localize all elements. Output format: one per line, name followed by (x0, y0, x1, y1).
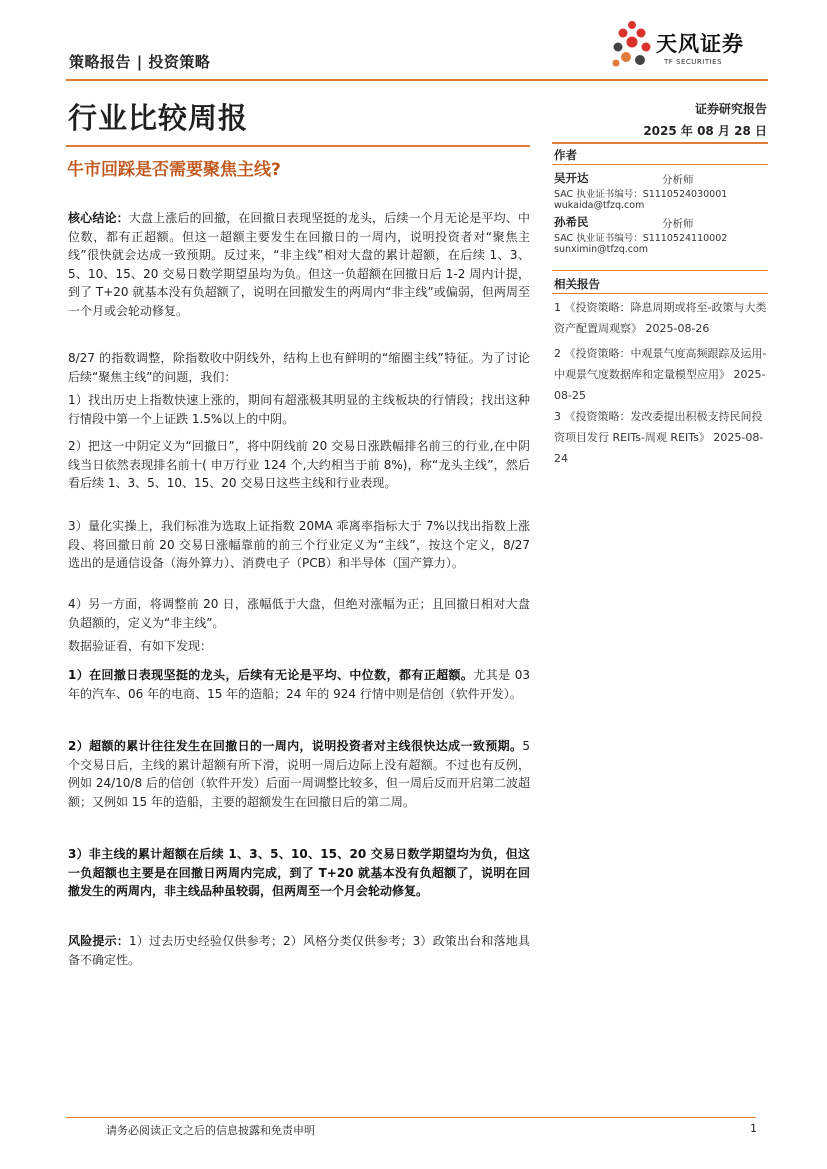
core-conclusion (68, 209, 530, 320)
method-step: 4）另一方面，将调整前 20 日，涨幅低于大盘，但绝对涨幅为正；且回撤日相对大盘负超额的，定义为“非主线”。 (68, 597, 530, 630)
authors-heading: 作者 (554, 148, 577, 162)
risk-warning (68, 932, 530, 969)
finding-1-lead: 1）在回撤日表现坚挺的龙头，后续有无论是平均、中位数，都有正超额。 (68, 668, 474, 682)
subtitle-divider (66, 145, 530, 147)
finding-1 (68, 666, 530, 703)
author-sac: SAC 执业证书编号：S1110524110002 (554, 233, 728, 244)
author-email[interactable]: wukaida@tfzq.com (554, 200, 645, 211)
page-number: 1 (750, 1122, 757, 1135)
core-text: 大盘上涨后的回撤，在回撤日表现坚挺的龙头，后续一个月无论是平均、中位数，都有正超额。但这一超额主要发生在回撤日的一周内，说明投资者对“聚焦主线”很快就会达成一致预期。反过来，“非主线”相对大盘的累计超额，在后续 1、3、5、10、15、20 交易日数学期望虽均为负。但这一负超额在回撤日后 1-2 周内计提，到了 T+20 就基本没有负超额了，说明在回撤发生的两周内“非主线”或偏弱，但两周至一个月或会轮动修复。 (68, 211, 530, 318)
finding-3 (68, 845, 530, 901)
method-step: 3）量化实操上，我们标准为选取上证指数 20MA 乖离率指标大于 7%以找出指数上涨段、将回撤日前 20 交易日涨幅靠前的前三个行业定义为“主线”，按这个定义，8/27 选出的是通信设备（海外算力）、消费电子（PCB）和半导体（国产算力）。 (68, 519, 530, 570)
risk-text: 1）过去历史经验仅供参考；2）风格分类仅供参考；3）政策出台和落地具备不确定性。 (68, 934, 530, 967)
finding-3-lead: 3）非主线的累计超额在后续 1、3、5、10、15、20 交易日数学期望均为负，但这一负超额也主要是在回撤日两周内完成，到了 T+20 就基本没有负超额了，说明在回撤发生的两周内，非主线品种虽较弱，但两周至一个月会轮动修复。 (68, 847, 530, 898)
footer-divider (66, 1117, 756, 1118)
intro-paragraph: 8/27 的指数调整，除指数收中阴线外，结构上也有鲜明的“缩圈主线”特征。为了讨论后续“聚焦主线”的问题，我们： (68, 351, 530, 384)
finding-2 (68, 737, 530, 811)
author-sac: SAC 执业证书编号：S1110524030001 (554, 189, 728, 200)
author-name: 孙希民 (554, 215, 589, 229)
author-role: 分析师 (662, 218, 694, 230)
header-divider (66, 79, 768, 81)
related-top-rule (552, 270, 768, 271)
logo-icon (608, 20, 654, 72)
method-step: 2）把这一中阴定义为“回撤日”，将中阴线前 20 交易日涨跌幅排名前三的行业,在中阴线当日依然表现排名前十( 申万行业 124 个,大约相当于前 8%)，称“龙头主线”，然后看后续 1、3、5、10、15、20 交易日这些主线和行业表现。 (68, 439, 530, 490)
page-title: 行业比较周报 (68, 101, 249, 135)
risk-label: 风险提示： (68, 934, 129, 948)
data-intro: 数据验证看，有如下发现： (68, 639, 213, 653)
sidebar-divider (552, 142, 768, 144)
finding-2-lead: 2）超额的累计往往发生在回撤日的一周内，说明投资者对主线很快达成一致预期。 (68, 739, 523, 753)
company-logo (608, 20, 768, 72)
related-report-item[interactable]: 2 《投资策略：中观景气度高频跟踪及运用-中观景气度数据库和定量模型应用》 2025-08-25 (554, 347, 767, 402)
report-type: 证券研究报告 (694, 102, 767, 116)
report-date: 2025 年 08 月 28 日 (643, 124, 767, 138)
authors-rule (552, 164, 768, 165)
footer-disclaimer: 请务必阅读正文之后的信息披露和免责申明 (106, 1124, 315, 1137)
finding-2-text: 5 个交易日后，主线的累计超额有所下滑，说明一周后边际上没有超额。不过也有反例，例如 24/10/8 后的信创（软件开发）后面一周调整比较多，但一周后反而开启第二波超额；又例如 15 年的造船，主要的超额发生在回撤日后的第二周。 (68, 739, 530, 809)
related-heading: 相关报告 (554, 277, 600, 291)
related-rule (552, 293, 768, 294)
report-category: 策略报告 | 投资策略 (69, 53, 211, 71)
author-email[interactable]: sunximin@tfzq.com (554, 244, 649, 255)
report-subtitle: 牛市回踩是否需要聚焦主线? (67, 160, 281, 180)
finding-1-text: 尤其是 03 年的汽车、06 年的电商、15 年的造船；24 年的 924 行情中则是信创（软件开发）。 (68, 668, 530, 701)
method-step: 1）找出历史上指数快速上涨的，期间有超涨极其明显的主线板块的行情段；找出这种行情段中第一个上证跌 1.5%以上的中阴。 (68, 393, 530, 426)
brand-name-cn: 天风证券 (656, 32, 744, 56)
related-report-item[interactable]: 1 《投资策略：降息周期或将至-政策与大类资产配置周观察》 2025-08-26 (554, 301, 767, 335)
core-label: 核心结论： (68, 211, 129, 225)
brand-name-en: TF SECURITIES (664, 58, 723, 66)
author-role: 分析师 (662, 174, 694, 186)
related-report-item[interactable]: 3 《投资策略：发改委提出积极支持民间投资项目发行 REITs-周观 REITs》 2025-08-24 (554, 410, 764, 465)
author-name: 吴开达 (554, 171, 589, 185)
